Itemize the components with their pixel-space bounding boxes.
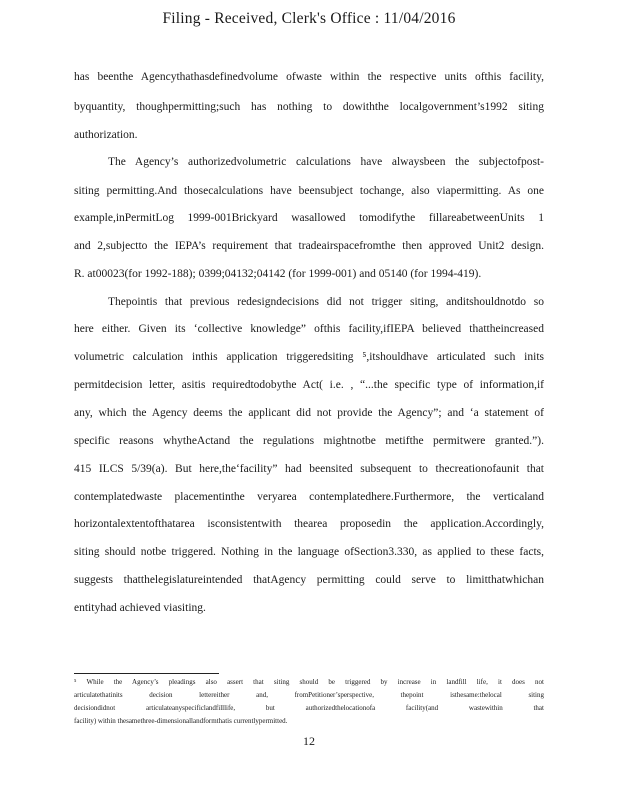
text-line: 415 ILCS 5/39(a). But here,the‘facility” had beensited subsequent to thecreationofaunit that	[74, 463, 544, 475]
footnote-line: ⁵ While the Agency’s pleadings also assert that siting should be triggered by increase in landfill life, it does not	[74, 678, 544, 686]
footnote-line: facility) within thesamethree-dimensionallandformthatis currentlypermitted.	[74, 717, 288, 725]
text-line: example,inPermitLog 1999-001Brickyard wasallowed tomodifythe fillareabetweenUnits 1	[74, 212, 544, 224]
text-line: horizontalextentofthatarea isconsistentwith thearea proposedin the application.Accordingly,	[74, 518, 544, 530]
text-line: The Agency’s authorizedvolumetric calculations have alwaysbeen the subjectofpost-	[108, 156, 544, 168]
page-number: 12	[303, 734, 315, 748]
text-line: Thepointis that previous redesigndecisions did not trigger siting, anditshouldnotdo so	[108, 296, 544, 308]
text-line: suggests thatthelegislatureintended thatAgency permitting could serve to limitthatwhichan	[74, 574, 544, 586]
text-line: authorization.	[74, 129, 138, 141]
text-line: byquantity, thoughpermitting;such has nothing to dowiththe localgovernment’s1992 siting	[74, 101, 544, 113]
footnote-line: articulatethatinits decision lettereither and, fromPetitioner’sperspective, thepoint isthesame:thelocal siting	[74, 691, 544, 699]
footnote-divider	[74, 673, 219, 674]
text-line: here either. Given its ‘collective knowledge” ofthis facility,ifIEPA believed thattheincreased	[74, 323, 544, 335]
text-line: any, which the Agency deems the applicant did not provide the Agency”; and ‘a statement of	[74, 407, 544, 419]
text-line: contemplatedwaste placementinthe veryarea contemplatedhere.Furthermore, the verticaland	[74, 491, 544, 503]
filing-stamp-header: Filing - Received, Clerk's Office : 11/04/2016	[162, 10, 456, 27]
text-line: siting permitting.And thosecalculations have beensubject tochange, also viapermitting. As one	[74, 185, 544, 197]
text-line: permitdecision letter, asitis requiredtodobythe Act( i.e. , “...the specific type of information,if	[74, 379, 544, 391]
text-line: specific reasons whytheActand the regulations mightnotbe metifthe permitwere granted.”).	[74, 435, 544, 447]
text-line: and 2,subjectto the IEPA’s requirement that tradeairspacefromthe then approved Unit2 design.	[74, 240, 544, 252]
text-line: siting should notbe triggered. Nothing in the language ofSection3.330, as applied to these facts,	[74, 546, 544, 558]
text-line: R. at00023(for 1992-188); 0399;04132;04142 (for 1999-001) and 05140 (for 1994-419).	[74, 268, 482, 280]
text-line: entityhad achieved viasiting.	[74, 602, 206, 614]
text-line: volumetric calculation inthis application triggeredsiting ⁵,itshouldhave articulated such inits	[74, 351, 544, 363]
footnote-line: decisiondidnot articulateanyspecificlandfilllife, but authorizedthelocationofa facility(and wastewithin that	[74, 704, 544, 712]
text-line: has beenthe Agencythathasdefinedvolume ofwaste within the respective units ofthis facility,	[74, 71, 544, 83]
